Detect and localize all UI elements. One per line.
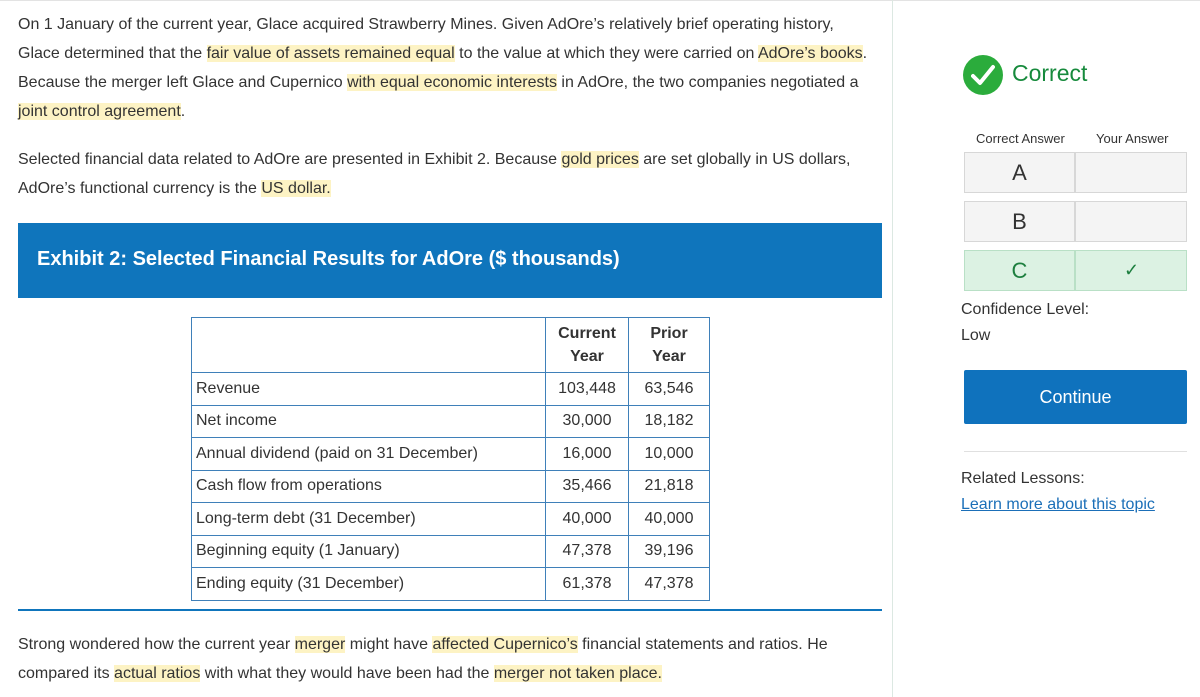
highlighted-text: with equal economic interests	[347, 74, 557, 91]
your-answer-cell-c	[1075, 250, 1187, 291]
passage-text: .	[180, 103, 186, 120]
highlighted-text: actual ratios	[114, 665, 201, 682]
table-row	[192, 535, 710, 568]
row-label: Cash flow from operations	[192, 470, 546, 503]
your-answer-header: Your Answer	[1096, 131, 1169, 146]
exhibit-header	[18, 223, 882, 298]
exhibit-title: Exhibit 2: Selected Financial Results for AdOre ($ thousands)	[37, 248, 620, 270]
row-label: Net income	[192, 405, 546, 438]
highlighted-text: merger	[294, 636, 346, 653]
table-row	[192, 470, 710, 503]
answer-result-pane	[893, 0, 1200, 697]
prior-year-value: 21,818	[629, 470, 710, 503]
related-lessons-label: Related Lessons:	[961, 470, 1085, 487]
prior-year-value: 18,182	[629, 405, 710, 438]
continue-button[interactable]: Continue	[964, 370, 1187, 424]
passage-text: . Because the merger left Glace and Cupernico	[18, 45, 868, 91]
highlighted-text: fair value of assets remained equal	[206, 45, 455, 62]
current-year-value: 16,000	[546, 438, 629, 471]
row-label: Ending equity (31 December)	[192, 568, 546, 601]
highlighted-text: merger not taken place.	[493, 665, 662, 682]
passage-text: financial statements and ratios. He compared its	[18, 636, 828, 682]
learn-more-link[interactable]: Learn more about this topic	[961, 496, 1155, 513]
highlighted-text: affected Cupernico’s	[432, 636, 578, 653]
current-year-value: 61,378	[546, 568, 629, 601]
current-year-value: 35,466	[546, 470, 629, 503]
prior-year-value: 39,196	[629, 535, 710, 568]
prior-year-value: 40,000	[629, 503, 710, 536]
current-year-value: 103,448	[546, 373, 629, 406]
exhibit-bottom-divider	[18, 609, 882, 611]
current-year-value: 47,378	[546, 535, 629, 568]
correct-answer-option-b: B	[964, 201, 1075, 242]
passage-paragraph-3	[18, 630, 878, 688]
highlighted-text: US dollar.	[261, 180, 331, 197]
highlighted-text: gold prices	[561, 151, 639, 168]
prior-year-value: 47,378	[629, 568, 710, 601]
table-header-prior-year	[629, 318, 710, 373]
passage-text: might have	[345, 636, 433, 653]
checkmark-icon: ✓	[1124, 260, 1140, 280]
passage-text: Strong wondered how the current year	[18, 636, 295, 653]
correct-answer-header: Correct Answer	[976, 131, 1065, 146]
prior-year-value: 10,000	[629, 438, 710, 471]
passage-text: are set globally in US dollars, AdOre’s functional currency is the	[18, 151, 851, 197]
passage-text: Selected financial data related to AdOre are presented in Exhibit 2. Because	[18, 151, 562, 168]
correct-answer-option-a: A	[964, 152, 1075, 193]
related-divider	[964, 451, 1187, 452]
passage-text: with what they would have been had the	[200, 665, 494, 682]
table-header-blank	[192, 318, 546, 373]
correct-answer-option-c: C	[964, 250, 1075, 291]
table-row	[192, 503, 710, 536]
table-header-row	[192, 318, 710, 373]
confidence-level-value: Low	[961, 327, 991, 344]
passage-text: to the value at which they were carried on	[454, 45, 758, 62]
financial-results-table	[191, 317, 710, 601]
row-label: Beginning equity (1 January)	[192, 535, 546, 568]
prior-year-value: 63,546	[629, 373, 710, 406]
passage-text: in AdOre, the two companies negotiated a	[556, 74, 859, 91]
header-prior-line2: Year	[652, 348, 686, 365]
table-row	[192, 373, 710, 406]
your-answer-cell-b	[1075, 201, 1187, 242]
passage-text: On 1 January of the current year, Glace acquired Strawberry Mines. Given AdOre’s relatively brief operating history, Glace determined that the	[18, 16, 834, 62]
table-row	[192, 568, 710, 601]
header-prior-line1: Prior	[650, 325, 688, 342]
result-status-text: Correct	[1012, 60, 1088, 86]
passage-paragraph-2	[18, 145, 878, 203]
highlighted-text: joint control agreement	[18, 103, 181, 120]
checkmark-icon	[971, 64, 995, 86]
highlighted-text: AdOre’s books	[757, 45, 863, 62]
current-year-value: 40,000	[546, 503, 629, 536]
table-row	[192, 405, 710, 438]
table-header-current-year	[546, 318, 629, 373]
your-answer-cell-a	[1075, 152, 1187, 193]
check-circle-icon	[963, 55, 1003, 95]
table-row	[192, 438, 710, 471]
passage-paragraph-1	[18, 10, 878, 126]
header-current-line1: Current	[558, 325, 616, 342]
header-current-line2: Year	[570, 348, 604, 365]
row-label: Revenue	[192, 373, 546, 406]
current-year-value: 30,000	[546, 405, 629, 438]
confidence-level-label: Confidence Level:	[961, 301, 1090, 318]
row-label: Annual dividend (paid on 31 December)	[192, 438, 546, 471]
row-label: Long-term debt (31 December)	[192, 503, 546, 536]
